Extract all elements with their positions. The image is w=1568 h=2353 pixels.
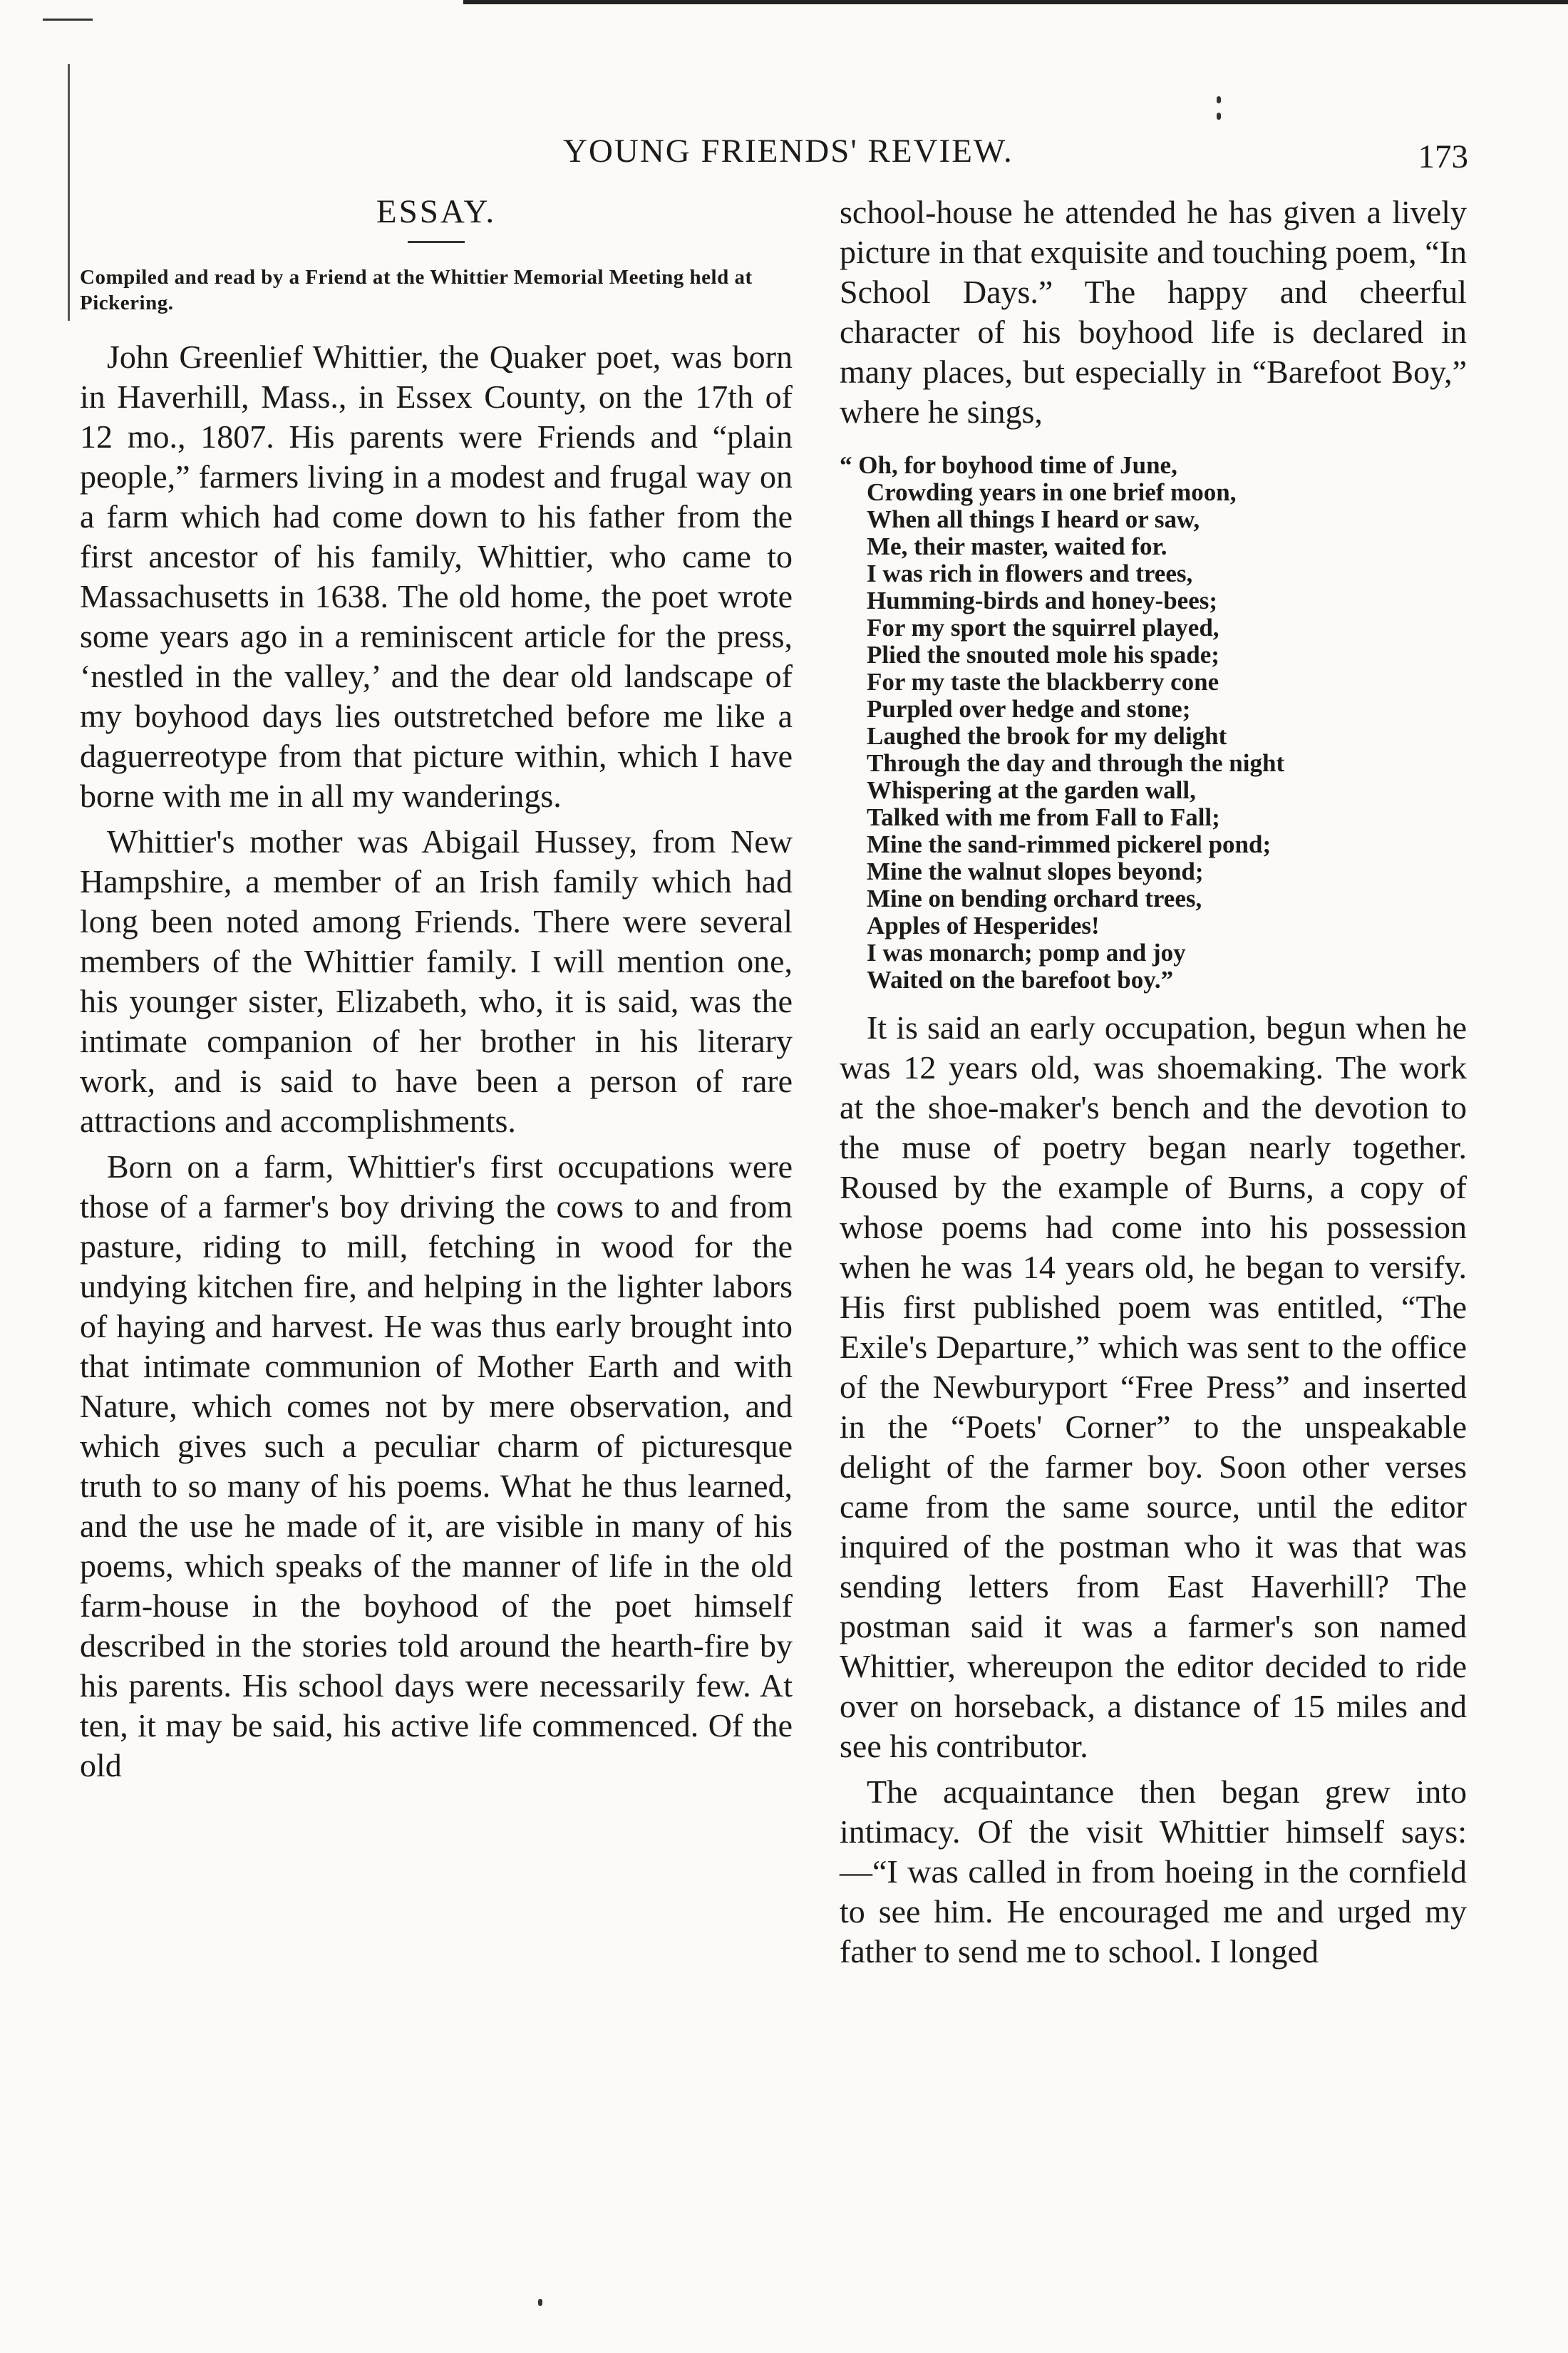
poem-line: Whispering at the garden wall, — [867, 776, 1196, 804]
paragraph: It is said an early occupation, begun when he was 12 years old, was shoemaking. The work at the shoe-maker's bench and the devotion to the muse of poetry began nearly together. Roused by the example of Burns, a copy of whose poems had come into his possession when he was 14 years old, he began to versify. His first published poem was entitled, “The Exile's Departure,” which was sent to the office of the Newburyport “Free Press” and inserted in the “Poets' Corner” to the unspeakable delight of the farmer boy. Soon other verses came from the same source, until the editor inquired of the postman who it was that was sending letters from East Haverhill? The postman said it was a farmer's son named Whittier, whereupon the editor decided to ride over on horseback, a distance of 15 miles and see his contributor. — [840, 1009, 1467, 1764]
running-title: YOUNG FRIENDS' REVIEW. — [563, 133, 1013, 170]
left-column — [80, 192, 793, 1786]
top-edge-rule — [463, 0, 1568, 4]
poem-line: When all things I heard or saw, — [867, 505, 1200, 533]
paragraph: Whittier's mother was Abigail Hussey, from New Hampshire, a member of an Irish family which had long been noted among Friends. There were several members of the Whittier family. I will mention one, his younger sister, Elizabeth, who, it is said, was the intimate companion of her brother in his literary work, and is said to have been a person of rare attractions and accomplishments. — [80, 823, 793, 1139]
poem-line: Humming-birds and honey-bees; — [867, 587, 1218, 614]
print-speck — [1217, 96, 1221, 103]
title-rule — [408, 241, 465, 243]
poem-line: Plied the snouted mole his spade; — [867, 641, 1219, 669]
page-number: 173 — [1418, 138, 1468, 175]
essay-title: ESSAY. — [376, 193, 497, 230]
essay-subtitle: Compiled and read by a Friend at the Whittier Memorial Meeting held at Pickering. — [80, 266, 753, 314]
poem-line: Mine the walnut slopes beyond; — [867, 858, 1204, 885]
left-margin-tick — [43, 19, 93, 21]
paragraph: Born on a farm, Whittier's first occupations were those of a farmer's boy driving the cows to and from pasture, riding to mill, fetching in wood for the undying kitchen fire, and helping in the lighter labors of haying and harvest. He was thus early brought into that intimate communion of Mother Earth and with Nature, which comes not by mere observation, and which gives such a peculiar charm of picturesque truth to so many of his poems. What he thus learned, and the use he made of it, are visible in many of his poems, which speaks of the manner of life in the old farm-house in the boyhood of the poet himself described in the stories told around the hearth-fire by his parents. His school days were necessarily few. At ten, it may be said, his active life commenced. Of the old — [80, 1148, 793, 1783]
poem-line: I was rich in flowers and trees, — [867, 560, 1193, 587]
poem-line: Apples of Hesperides! — [867, 912, 1100, 939]
poem-line: Purpled over hedge and stone; — [867, 695, 1191, 723]
poem-line: Me, their master, waited for. — [867, 532, 1167, 560]
poem-line: Waited on the barefoot boy.” — [867, 966, 1174, 994]
paragraph: John Greenlief Whittier, the Quaker poet, was born in Haverhill, Mass., in Essex County, on the 17th of 12 mo., 1807. His parents were Friends and “plain people,” farmers living in a modest and frugal way on a farm which had come down to his father from the first ancestor of his family, Whittier, who came to Massachusetts in 1638. The old home, the poet wrote some years ago in a reminiscent article for the press, ‘nestled in the valley,’ and the dear old landscape of my boyhood days lies outstretched before me like a daguerreotype from that picture within, which I have borne with me in all my wanderings. — [80, 339, 793, 814]
poem-line: For my taste the blackberry cone — [867, 668, 1219, 696]
right-column — [840, 192, 1467, 1972]
poem-line: For my sport the squirrel played, — [867, 614, 1219, 642]
poem-line: “ Oh, for boyhood time of June, — [840, 451, 1177, 479]
paragraph: The acquaintance then began grew into intimacy. Of the visit Whittier himself says:—“I was called in from hoeing in the cornfield to see him. He encouraged me and urged my father to send me to school. I longed — [840, 1773, 1467, 1970]
poem — [840, 452, 1467, 994]
poem-line: Crowding years in one brief moon, — [867, 478, 1237, 506]
poem-line: Laughed the brook for my delight — [867, 722, 1227, 750]
poem-line: Talked with me from Fall to Fall; — [867, 803, 1220, 831]
print-speck — [1217, 113, 1221, 120]
poem-line: Mine the sand-rimmed pickerel pond; — [867, 830, 1272, 858]
print-speck — [538, 2299, 542, 2306]
poem-line: Mine on bending orchard trees, — [867, 885, 1202, 912]
paragraph: school-house he attended he has given a lively picture in that exquisite and touching poem, “In School Days.” The happy and cheerful character of his boyhood life is declared in many places, but especially in “Barefoot Boy,” where he sings, — [840, 194, 1467, 430]
poem-line: Through the day and through the night — [867, 749, 1285, 777]
poem-line: I was monarch; pomp and joy — [867, 939, 1186, 967]
left-margin-line — [68, 64, 70, 321]
page-header — [0, 132, 1568, 182]
